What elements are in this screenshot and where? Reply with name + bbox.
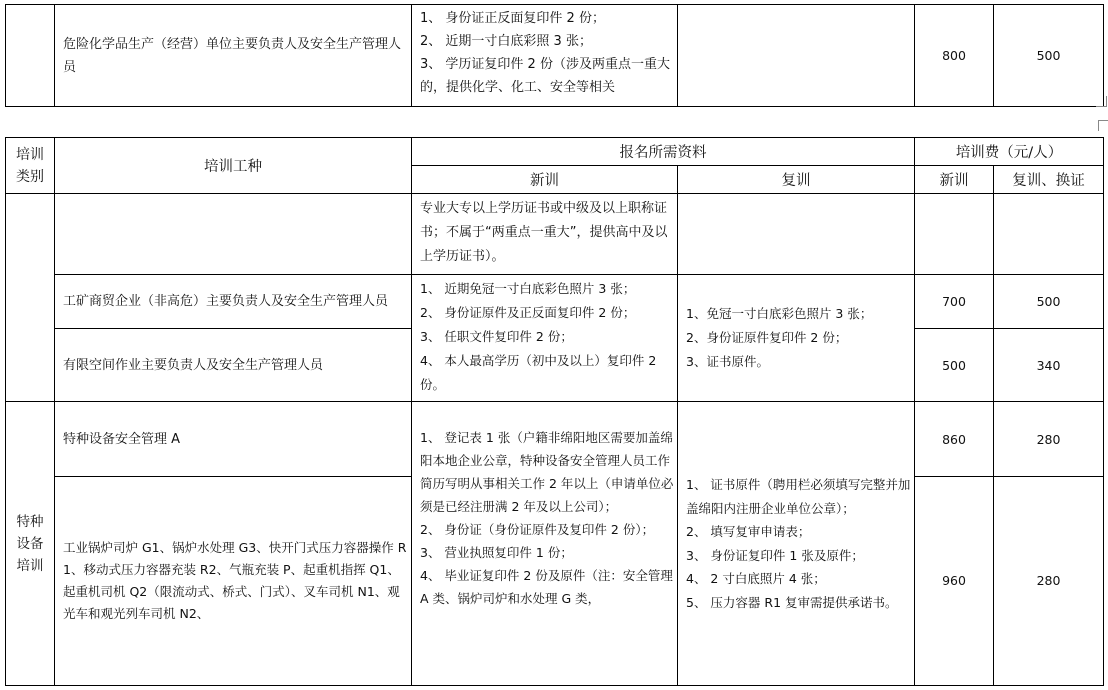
category-cell xyxy=(6,5,55,107)
list-item: 2、 近期一寸白底彩照 3 张； xyxy=(420,34,592,49)
fee-new-value: 700 xyxy=(915,274,994,328)
header-fee-renew: 复训、换证 xyxy=(994,166,1104,194)
renew-materials-cell xyxy=(678,274,915,402)
new-materials-list xyxy=(412,5,677,99)
list-item: 4、 本人最高学历（初中及以上）复印件 2 份。 xyxy=(420,352,657,392)
job-name: 特种设备安全管理 A xyxy=(63,431,181,447)
job-cell-empty xyxy=(55,194,412,274)
job-cell xyxy=(55,274,412,328)
list-item: 3、 身份证复印件 1 张及原件； xyxy=(686,547,864,563)
renew-materials-list xyxy=(678,473,914,614)
continuation-cell xyxy=(412,194,678,274)
new-materials-cell xyxy=(412,274,678,402)
fee-renew-value: 500 xyxy=(994,5,1104,107)
fee-renew-value: 340 xyxy=(994,329,1104,402)
new-materials-cell xyxy=(412,402,678,686)
list-item: 3、 营业执照复印件 1 份； xyxy=(420,545,573,561)
list-item: 2、身份证原件复印件 2 份； xyxy=(686,330,848,346)
job-name: 工业锅炉司炉 G1、锅炉水处理 G3、快开门式压力容器操作 R1、移动式压力容器充装 R2、气瓶充装 P、起重机指挥 Q1、起重机司机 Q2（限流动式、桥式、门式）、叉车司机 N1、观光车和观光列车司机 N2、 xyxy=(63,539,407,621)
header-materials-new: 新训 xyxy=(412,166,678,194)
job-cell xyxy=(55,402,412,476)
header-job-type: 培训工种 xyxy=(55,138,412,194)
job-name: 有限空间作业主要负责人及安全生产管理人员 xyxy=(63,357,324,373)
page-corner-mark xyxy=(1096,96,1107,107)
fee-renew-value: 280 xyxy=(994,476,1104,685)
job-name: 危险化学品生产（经营）单位主要负责人及安全生产管理人员 xyxy=(63,36,402,75)
category-special-equipment: 特种设备培训 xyxy=(6,402,55,686)
top-table xyxy=(5,4,1104,107)
fee-cell-empty xyxy=(994,194,1104,274)
job-cell xyxy=(55,476,412,685)
header-materials-renew: 复训 xyxy=(678,166,915,194)
renew-cell-empty xyxy=(678,194,915,274)
new-materials-list xyxy=(412,275,677,397)
list-item: 1、 近期免冠一寸白底彩色照片 3 张； xyxy=(420,280,636,296)
job-name: 工矿商贸企业（非高危）主要负责人及安全生产管理人员 xyxy=(63,293,389,309)
renew-materials-cell xyxy=(678,5,915,107)
header-category: 培训类别 xyxy=(6,138,55,194)
header-materials: 报名所需资料 xyxy=(412,138,915,166)
job-cell xyxy=(55,329,412,402)
fee-renew-value: 280 xyxy=(994,402,1104,476)
list-item: 1、 登记表 1 张（户籍非绵阳地区需要加盖绵阳本地企业公章，特种设备安全管理人员工作简历写明从事相关工作 2 年以上（申请单位必须是已经注册满 2 年及以上公司）； xyxy=(420,430,674,515)
list-item: 4、 毕业证复印件 2 份及原件（注：安全管理 A 类、锅炉司炉和水处理 G 类， xyxy=(420,568,673,607)
list-item: 1、 身份证正反面复印件 2 份； xyxy=(420,11,605,26)
fee-new-value: 800 xyxy=(915,5,994,107)
header-fee-new: 新训 xyxy=(915,166,994,194)
new-materials-cell xyxy=(412,5,678,107)
header-fee: 培训费（元/人） xyxy=(915,138,1104,166)
list-item: 3、 学历证复印件 2 份（涉及两重点一重大的，提供化学、化工、安全等相关 xyxy=(420,57,670,95)
continuation-text: 专业大专以上学历证书或中级及以上职称证书；不属于“两重点一重大”，提供高中及以上学历证书）。 xyxy=(420,201,668,265)
list-item: 1、免冠一寸白底彩色照片 3 张； xyxy=(686,306,873,322)
main-table xyxy=(5,137,1104,686)
list-item: 2、 身份证（身份证原件及复印件 2 份）； xyxy=(420,522,655,538)
job-cell xyxy=(55,5,412,107)
page-corner-mark xyxy=(1098,120,1108,131)
fee-new-value: 860 xyxy=(915,402,994,476)
list-item: 2、 填写复审申请表； xyxy=(686,524,811,540)
fee-cell-empty xyxy=(915,194,994,274)
list-item: 5、 压力容器 R1 复审需提供承诺书。 xyxy=(686,594,898,610)
fee-renew-value: 500 xyxy=(994,274,1104,328)
list-item: 4、 2 寸白底照片 4 张； xyxy=(686,571,826,587)
list-item: 3、证书原件。 xyxy=(686,354,769,370)
new-materials-list xyxy=(412,402,677,610)
category-cell-empty xyxy=(6,194,55,402)
renew-materials-cell xyxy=(678,402,915,686)
list-item: 1、 证书原件（聘用栏必须填写完整并加盖绵阳内注册企业单位公章）； xyxy=(686,477,911,516)
renew-materials-list xyxy=(678,302,914,374)
list-item: 3、 任职文件复印件 2 份； xyxy=(420,328,573,344)
fee-new-value: 500 xyxy=(915,329,994,402)
fee-new-value: 960 xyxy=(915,476,994,685)
list-item: 2、 身份证原件及正反面复印件 2 份； xyxy=(420,304,636,320)
